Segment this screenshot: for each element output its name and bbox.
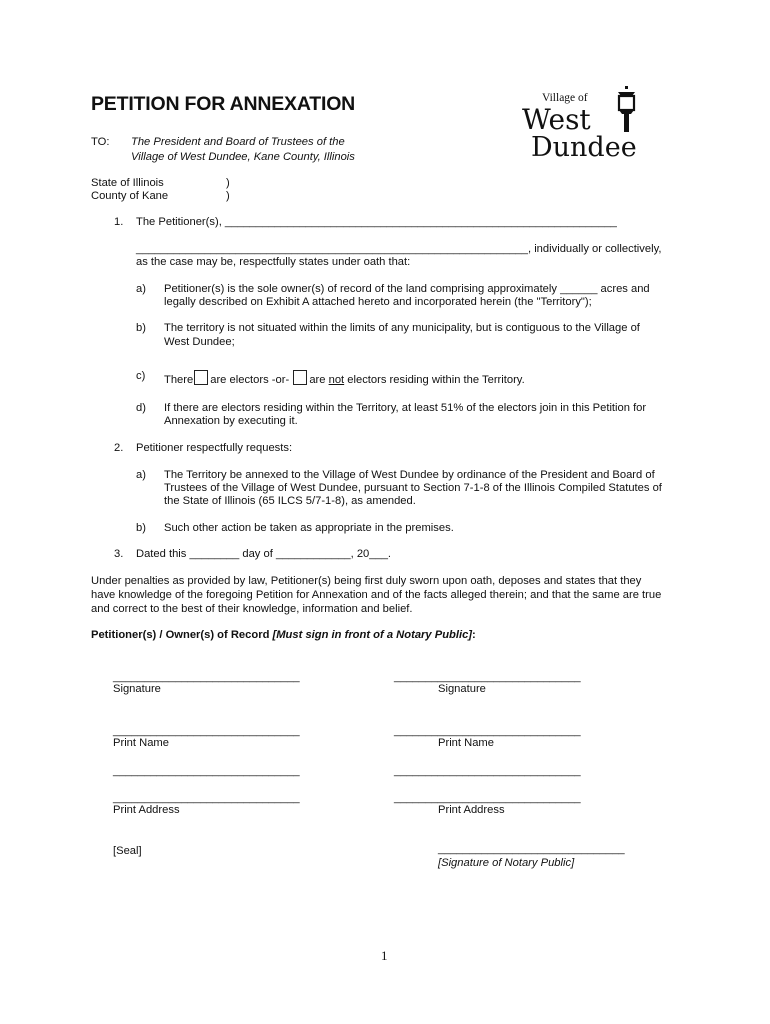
page-number: 1: [381, 948, 388, 963]
item-2b-line-1: Such other action be taken as appropriate in the premises.: [164, 522, 454, 534]
logo-village-of: Village of: [542, 92, 588, 104]
item-1a-line-2: legally described on Exhibit A attached hereto and incorporated herein (the "Territory");: [164, 296, 592, 308]
logo-west: West: [522, 103, 591, 136]
item-1c-mid: are electors -or-: [210, 374, 290, 386]
petitioner-line-2: _______________________________________________________________, individually or collectively,: [136, 243, 662, 255]
item-1c-are: are: [309, 374, 326, 386]
address-blank-2-right[interactable]: ______________________________: [394, 792, 581, 804]
item-1b-line-1: The territory is not situated within the limits of any municipality, but is contiguous to the Village of: [164, 322, 640, 334]
item-1d-line-2: Annexation by executing it.: [164, 415, 298, 427]
print-name-blank-right[interactable]: ______________________________: [394, 725, 581, 737]
oath-line-1: Under penalties as provided by law, Petitioner(s) being first duly sworn upon oath, deposes and states that they: [91, 575, 642, 587]
no-electors-checkbox[interactable]: [293, 370, 307, 385]
address-blank-1-right[interactable]: ______________________________: [394, 765, 581, 777]
seal-label: [Seal]: [113, 845, 142, 857]
item-1b-label: b): [136, 322, 146, 334]
venue-paren-2: ): [226, 190, 230, 202]
item-2a-label: a): [136, 469, 146, 481]
oath-line-2: have knowledge of the foregoing Petition for Annexation and of the facts alleged therein; and that the same are true: [91, 589, 662, 601]
signatures-heading-plain: Petitioner(s) / Owner(s) of Record: [91, 629, 273, 641]
address-blank-1-left[interactable]: ______________________________: [113, 765, 300, 777]
to-line-1: The President and Board of Trustees of the: [131, 136, 345, 148]
item-2a-line-3: the State of Illinois (65 ILCS 5/7-1-8), as amended.: [164, 495, 416, 507]
item-2a-line-1: The Territory be annexed to the Village of West Dundee by ordinance of the President and Board of: [164, 469, 655, 481]
section-3-number: 3.: [114, 548, 124, 560]
item-1c-label: c): [136, 370, 146, 382]
signature-label-right: Signature: [438, 683, 486, 695]
item-1a-label: a): [136, 283, 146, 295]
signatures-heading-colon: :: [472, 629, 476, 641]
village-logo: [518, 86, 668, 161]
print-address-label-right: Print Address: [438, 804, 505, 816]
petitioner-line-3: as the case may be, respectfully states under oath that:: [136, 256, 411, 268]
print-name-label-left: Print Name: [113, 737, 169, 749]
venue-paren-1: ): [226, 177, 230, 189]
oath-line-3: and correct to the best of their knowledge, information and belief.: [91, 603, 413, 615]
logo-dundee: Dundee: [531, 132, 637, 161]
section-2-number: 2.: [114, 442, 124, 454]
address-blank-2-left[interactable]: ______________________________: [113, 792, 300, 804]
signatures-heading: [91, 629, 476, 641]
print-name-blank-left[interactable]: ______________________________: [113, 725, 300, 737]
notary-signature-label: [Signature of Notary Public]: [438, 857, 575, 869]
item-1c-line: [164, 370, 525, 386]
print-address-label-left: Print Address: [113, 804, 180, 816]
dated-line: Dated this ________ day of ____________, 20___.: [136, 548, 392, 560]
lamp-post-icon: [518, 86, 668, 161]
notary-signature-blank[interactable]: ______________________________: [438, 843, 625, 855]
item-1d-label: d): [136, 402, 146, 414]
signature-blank-left[interactable]: ______________________________: [113, 671, 300, 683]
county-of-kane: County of Kane: [91, 190, 169, 202]
item-1c-there: There: [164, 374, 194, 386]
item-1a-line-1: Petitioner(s) is the sole owner(s) of record of the land comprising approximately ______ acres and: [164, 283, 650, 295]
signature-blank-right[interactable]: ______________________________: [394, 671, 581, 683]
state-of-illinois: State of Illinois: [91, 177, 164, 189]
page-title: PETITION FOR ANNEXATION: [91, 93, 356, 115]
item-1b-line-2: West Dundee;: [164, 336, 235, 348]
signature-label-left: Signature: [113, 683, 161, 695]
item-2a-line-2: Trustees of the Village of West Dundee, pursuant to Section 7-1-8 of the Illinois Compiled Statutes of: [164, 482, 662, 494]
item-2b-label: b): [136, 522, 146, 534]
to-label: TO:: [91, 136, 110, 148]
item-1d-line-1: If there are electors residing within the Territory, at least 51% of the electors join in this Petition for: [164, 402, 647, 414]
section-2-line-1: Petitioner respectfully requests:: [136, 442, 293, 454]
item-1c-end: electors residing within the Territory.: [347, 374, 525, 386]
to-line-2: Village of West Dundee, Kane County, Illinois: [131, 151, 355, 163]
signatures-heading-italic: [Must sign in front of a Notary Public]: [272, 629, 473, 641]
section-1-number: 1.: [114, 216, 124, 228]
electors-present-checkbox[interactable]: [194, 370, 208, 385]
item-1c-not: not: [328, 374, 345, 386]
print-name-label-right: Print Name: [438, 737, 494, 749]
petitioner-line-1: The Petitioner(s), _______________________________________________________________: [136, 216, 617, 228]
